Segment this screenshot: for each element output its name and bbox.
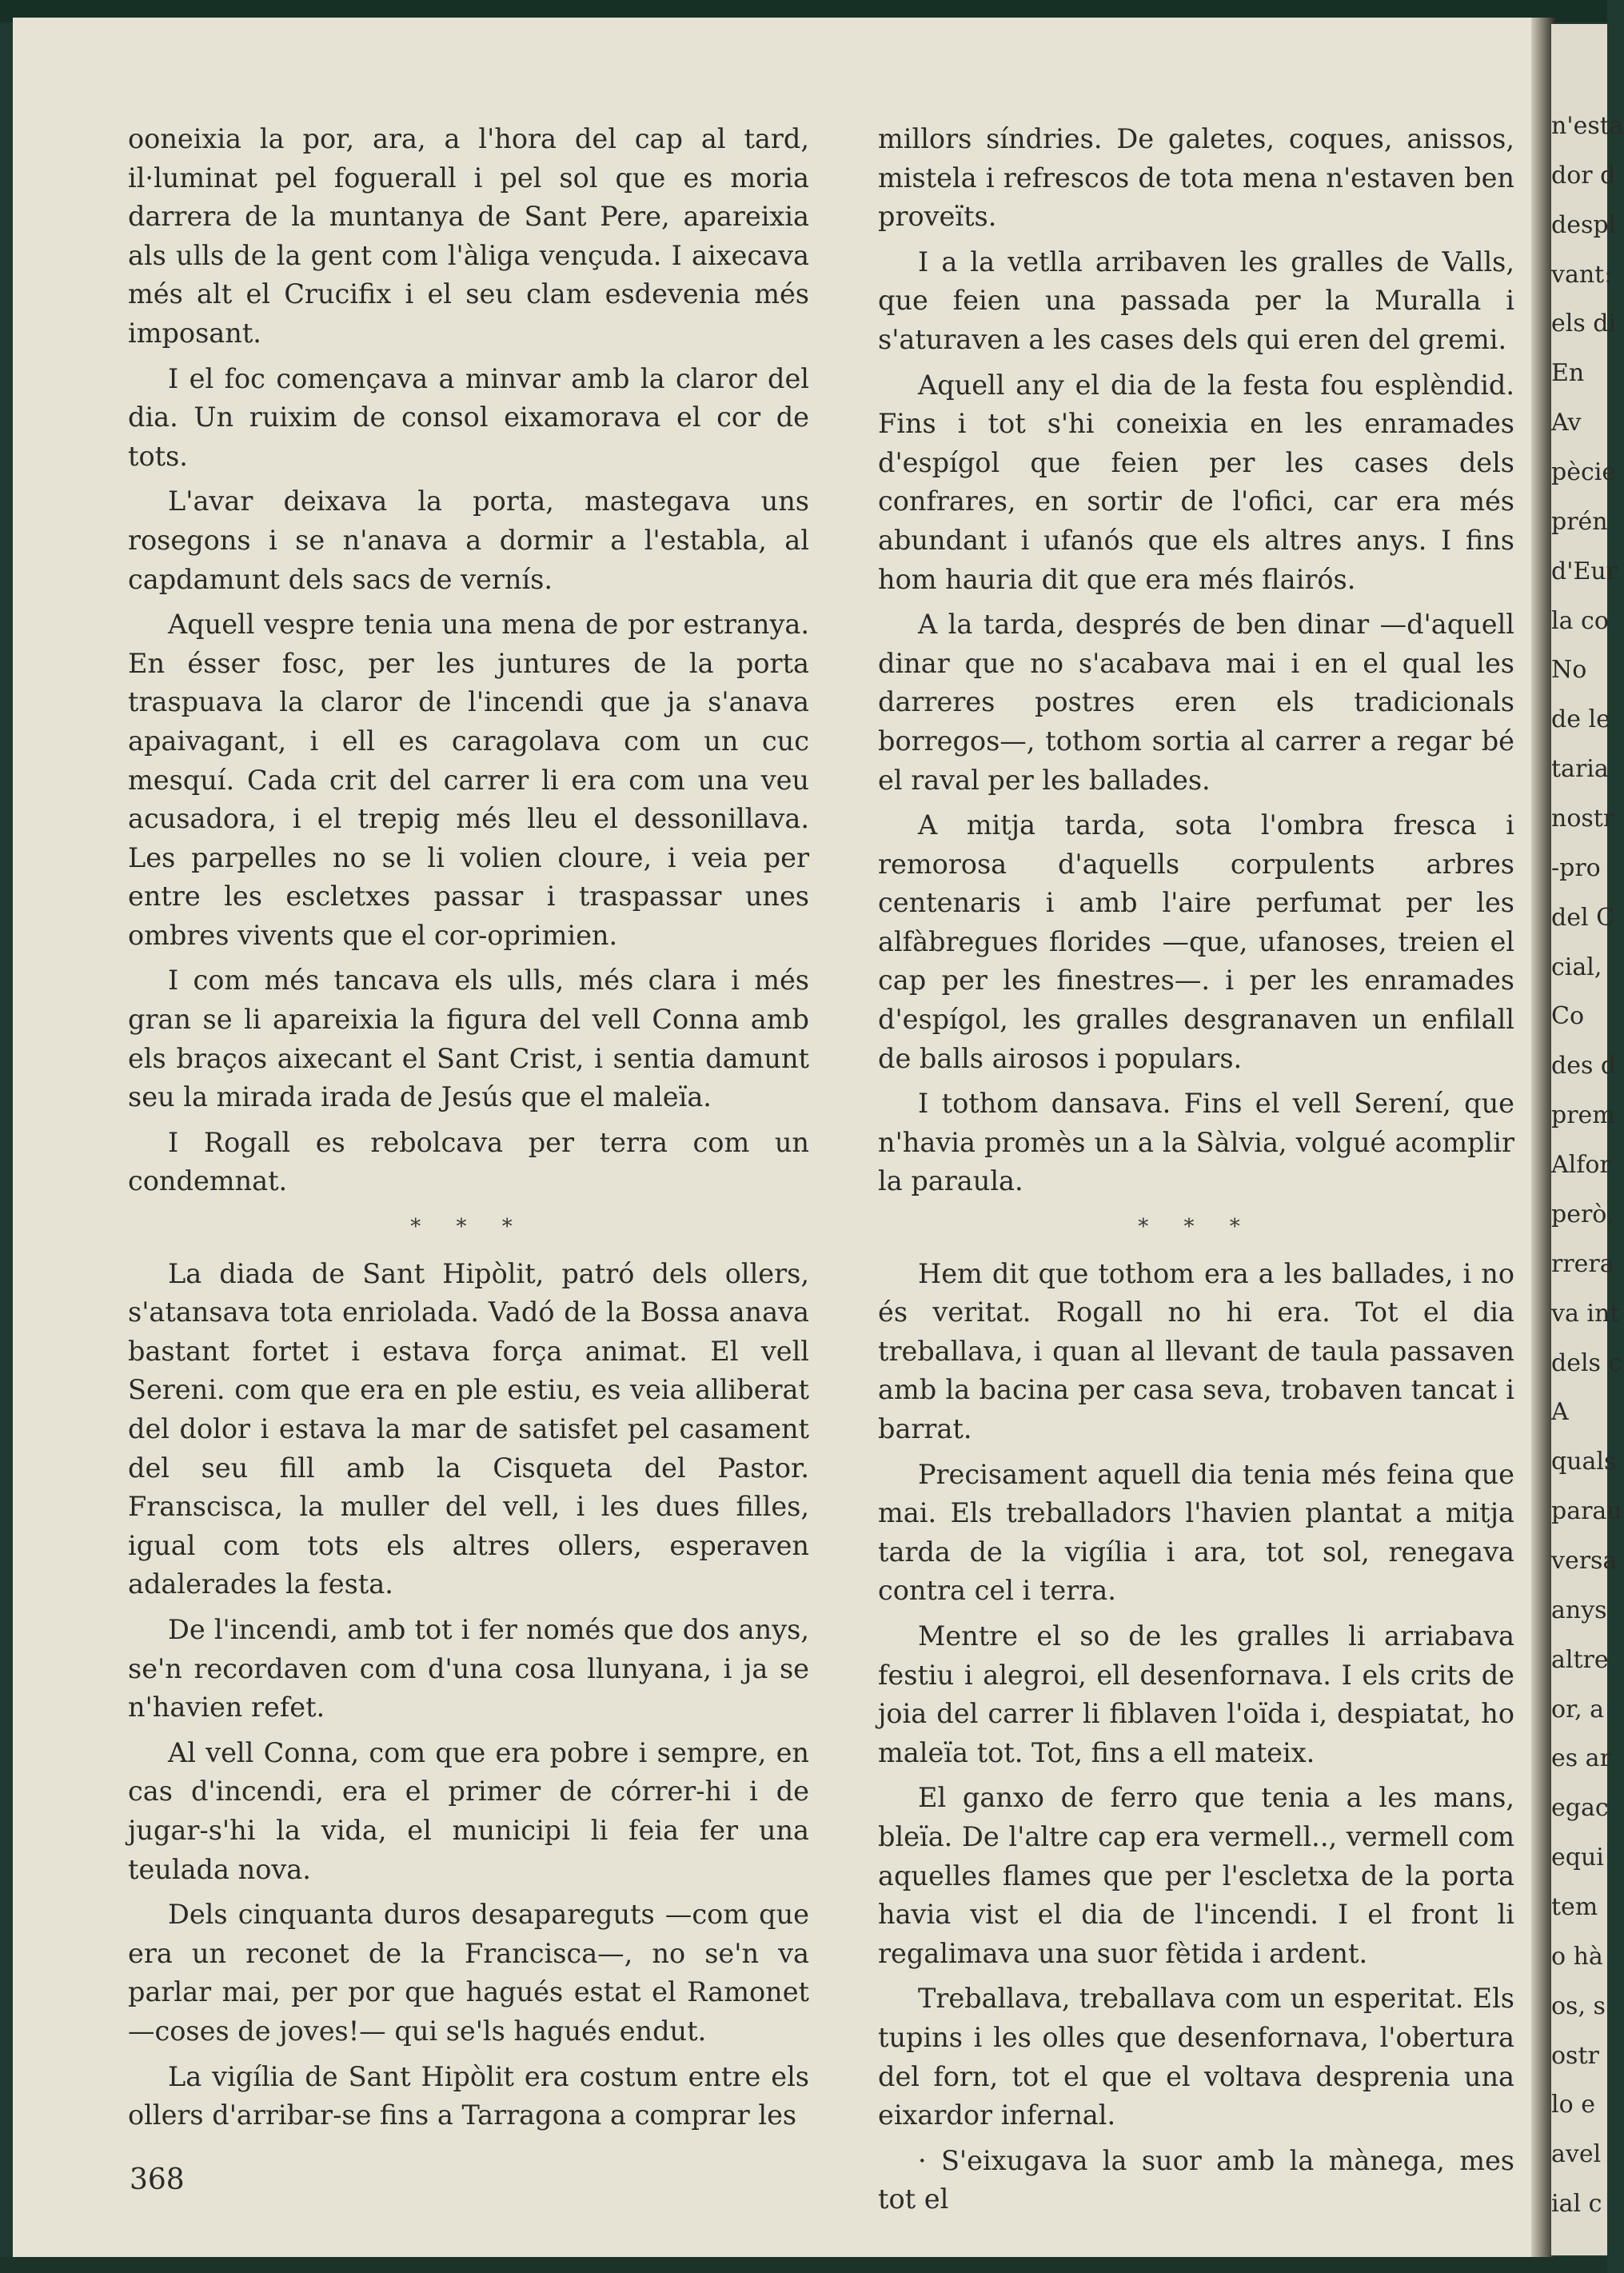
paragraph: A mitja tarda, sota l'ombra fresca i remorosa d'aquells corpulents arbres centenaris i amb l'aire perfumat per les alfàbregues florides —que, ufanoses, treien el cap per les finestres—. i per les enramades d'espígol, les gralles desgranaven un enfilall de balls airosos i populars.: [878, 809, 1514, 1074]
adjacent-page-fragment: Alfor: [1551, 1151, 1611, 1180]
paragraph: Al vell Conna, com que era pobre i sempre, en cas d'incendi, era el primer de córrer-hi i de jugar-s'hi la vida, el municipi li feia fer una teulada nova.: [128, 1736, 809, 1885]
adjacent-page-fragment: egac: [1551, 1794, 1609, 1823]
adjacent-page-fragment: o hà: [1551, 1942, 1603, 1971]
adjacent-page-fragment: d'Eur: [1551, 557, 1618, 585]
adjacent-page-fragment: prem: [1551, 1101, 1615, 1130]
paragraph: De l'incendi, amb tot i fer només que dos anys, se'n recordaven com d'una cosa llunyana, i ja se n'havien refet.: [128, 1613, 809, 1724]
adjacent-page-fragment: No: [1551, 656, 1587, 685]
adjacent-page-fragment: parau: [1551, 1497, 1622, 1526]
adjacent-page-fragment: vant:: [1551, 260, 1613, 289]
page-number: 368: [130, 2163, 185, 2196]
adjacent-page-fragment: del C: [1551, 903, 1615, 932]
adjacent-page-fragment: taria: [1551, 755, 1609, 784]
paragraph: I el foc començava a minvar amb la claror del dia. Un ruixim de consol eixamorava el cor de tots.: [128, 362, 809, 472]
paragraph: Aquell any el dia de la festa fou esplèndid. Fins i tot s'hi coneixia en les enramades d'espígol que feien per les cases dels confrares, en sortir de l'ofici, car era més abundant i ufanós que els altres anys. I fins hom hauria dit que era més flairós.: [878, 369, 1514, 595]
adjacent-page-fragment: es ar: [1551, 1744, 1611, 1773]
section-separator: * * *: [1138, 1215, 1255, 1240]
adjacent-page-fragment: lo e: [1551, 2091, 1595, 2119]
paragraph: · S'eixugava la suor amb la mànega, mes tot el: [878, 2144, 1514, 2215]
adjacent-page-fragment: dor d: [1551, 161, 1616, 190]
paragraph: Mentre el so de les gralles li arriabava festiu i alegroi, ell desenfornava. I els crits de joia del carrer li fiblaven l'oïda i, despiatat, ho maleïa tot. Tot, fins a ell mateix.: [878, 1620, 1514, 1768]
adjacent-page-fragment: altre: [1551, 1645, 1609, 1674]
paragraph: El ganxo de ferro que tenia a les mans, bleïa. De l'altre cap era vermell.., vermell com aquelles flames que per l'escletxa de la porta havia vist el dia de l'incendi. I el front li regalimava una suor fètida i ardent.: [878, 1782, 1514, 1969]
adjacent-page-fragment: els di: [1551, 310, 1617, 338]
paragraph: Precisament aquell dia tenia més feina que mai. Els treballadors l'havien plantat a mitja tarda de la vigília i ara, tot sol, renegava contra cel i terra.: [878, 1458, 1514, 1607]
paragraph: I Rogall es rebolcava per terra com un condemnat.: [128, 1126, 809, 1197]
adjacent-page-fragment: os, s: [1551, 1991, 1606, 2020]
adjacent-page-fragment: versa: [1551, 1546, 1618, 1575]
right-text-column: [878, 120, 1514, 2226]
adjacent-page-fragment: equi: [1551, 1844, 1604, 1872]
adjacent-page-fragment: En: [1551, 359, 1585, 388]
adjacent-page-fragment: -pro: [1551, 853, 1601, 882]
adjacent-page-fragment: pècie: [1551, 458, 1617, 487]
adjacent-page-fragment: des d: [1551, 1052, 1617, 1081]
paragraph: L'avar deixava la porta, mastegava uns rosegons i se n'anava a dormir a l'establa, al capdamunt dels sacs de vernís.: [128, 485, 809, 595]
section-separator: * * *: [410, 1215, 527, 1240]
adjacent-page-fragment: quals: [1551, 1448, 1617, 1476]
paragraph: Dels cinquanta duros desapareguts —com que era un reconet de la Francisca—, no se'n va parlar mai, per por que hagués estat el Ramonet —coses de joves!— qui se'ls hagués endut.: [128, 1899, 809, 2047]
paragraph: I a la vetlla arribaven les gralles de Valls, que feien una passada per la Muralla i s'aturaven a les cases dels qui eren del gremi.: [878, 246, 1514, 355]
adjacent-page-fragment: dels c: [1551, 1348, 1622, 1377]
adjacent-page-fragment: avel: [1551, 2140, 1602, 2169]
paragraph: La diada de Sant Hipòlit, patró dels ollers, s'atansava tota enriolada. Vadó de la Bossa anava bastant fortet i estava força animat. El vell Sereni. com que era en ple estiu, es veia alliberat del dolor i estava la mar de satisfet pel casament del seu fill amb la Cisqueta del Pastor. Franscisca, la muller del vell, i les dues filles, igual com tots els altres ollers, esperaven adalerades la festa.: [128, 1257, 809, 1600]
paragraph: millors síndries. De galetes, coques, anissos, mistela i refrescos de tota mena n'estaven ben proveïts.: [878, 123, 1514, 233]
adjacent-page-fragment: ial c: [1551, 2190, 1602, 2219]
adjacent-page-fragment: A: [1551, 1398, 1569, 1427]
paragraph: Hem dit que tothom era a les ballades, i no és veritat. Rogall no hi era. Tot el dia treballava, i quan al llevant de taula passaven amb la bacina per casa seva, trobaven tancat i barrat.: [878, 1257, 1514, 1444]
adjacent-page-fragment: rrera: [1551, 1249, 1614, 1278]
adjacent-page-fragment: de le: [1551, 705, 1610, 734]
paragraph: Aquell vespre tenia una mena de por estranya. En ésser fosc, per les juntures de la porta traspuava la claror de l'incendi que ja s'anava apaivagant, i ell es caragolava com un cuc mesquí. Cada crit del carrer li era com una veu acusadora, i el trepig més lleu el dessonillava. Les parpelles no se li volien cloure, i veia per entre les escletxes passar i traspassar unes ombres vivents que el cor-oprimien.: [128, 609, 809, 951]
adjacent-page-fragment: n'esta: [1551, 112, 1624, 140]
paragraph: ooneixia la por, ara, a l'hora del cap al tard, il·luminat pel foguerall i pel sol que es moria darrera de la muntanya de Sant Pere, apareixia als ulls de la gent com l'àliga vençuda. I aixecava més alt el Crucifix i el seu clam esdevenia més imposant.: [128, 123, 809, 349]
paragraph: I tothom dansava. Fins el vell Serení, que n'havia promès un a la Sàlvia, volgué acomplir la paraula.: [878, 1088, 1514, 1197]
adjacent-page-fragment: anys: [1551, 1596, 1607, 1624]
adjacent-page-fragment: va int: [1551, 1299, 1620, 1328]
paragraph: La vigília de Sant Hipòlit era costum entre els ollers d'arribar-se fins a Tarragona a comprar les: [128, 2060, 809, 2131]
adjacent-page-fragment: despl: [1551, 210, 1617, 239]
adjacent-page-fragment: tem: [1551, 1892, 1598, 1921]
scan-bottom-edge: [0, 2257, 1607, 2273]
adjacent-page-fragment: Co: [1551, 1002, 1585, 1031]
adjacent-page-edge: [1551, 24, 1624, 2255]
paragraph: A la tarda, després de ben dinar —d'aquell dinar que no s'acabava mai i en el qual les darreres postres eren els tradicionals borregos—, tothom sortia al carrer a regar bé el raval per les ballades.: [878, 609, 1514, 796]
adjacent-page-fragment: Av: [1551, 409, 1582, 437]
adjacent-page-fragment: nostr: [1551, 805, 1615, 833]
paragraph: Treballava, treballava com un esperitat. Els tupins i les olles que desenfornava, l'obertura del forn, tot el que el voltava desprenia una eixardor infernal.: [878, 1983, 1514, 2131]
adjacent-page-fragment: prén: [1551, 507, 1608, 536]
adjacent-page-fragment: cial,: [1551, 953, 1602, 981]
adjacent-page-fragment: però,: [1551, 1200, 1614, 1228]
adjacent-page-fragment: or, a: [1551, 1695, 1605, 1724]
adjacent-page-fragment: la co: [1551, 606, 1609, 635]
paragraph: I com més tancava els ulls, més clara i més gran se li apareixia la figura del vell Conna amb els braços aixecant el Sant Crist, i sentia damunt seu la mirada irada de Jesús que el maleïa.: [128, 965, 809, 1113]
left-text-column: [128, 120, 809, 2142]
adjacent-page-fragment: ostr: [1551, 2041, 1599, 2070]
